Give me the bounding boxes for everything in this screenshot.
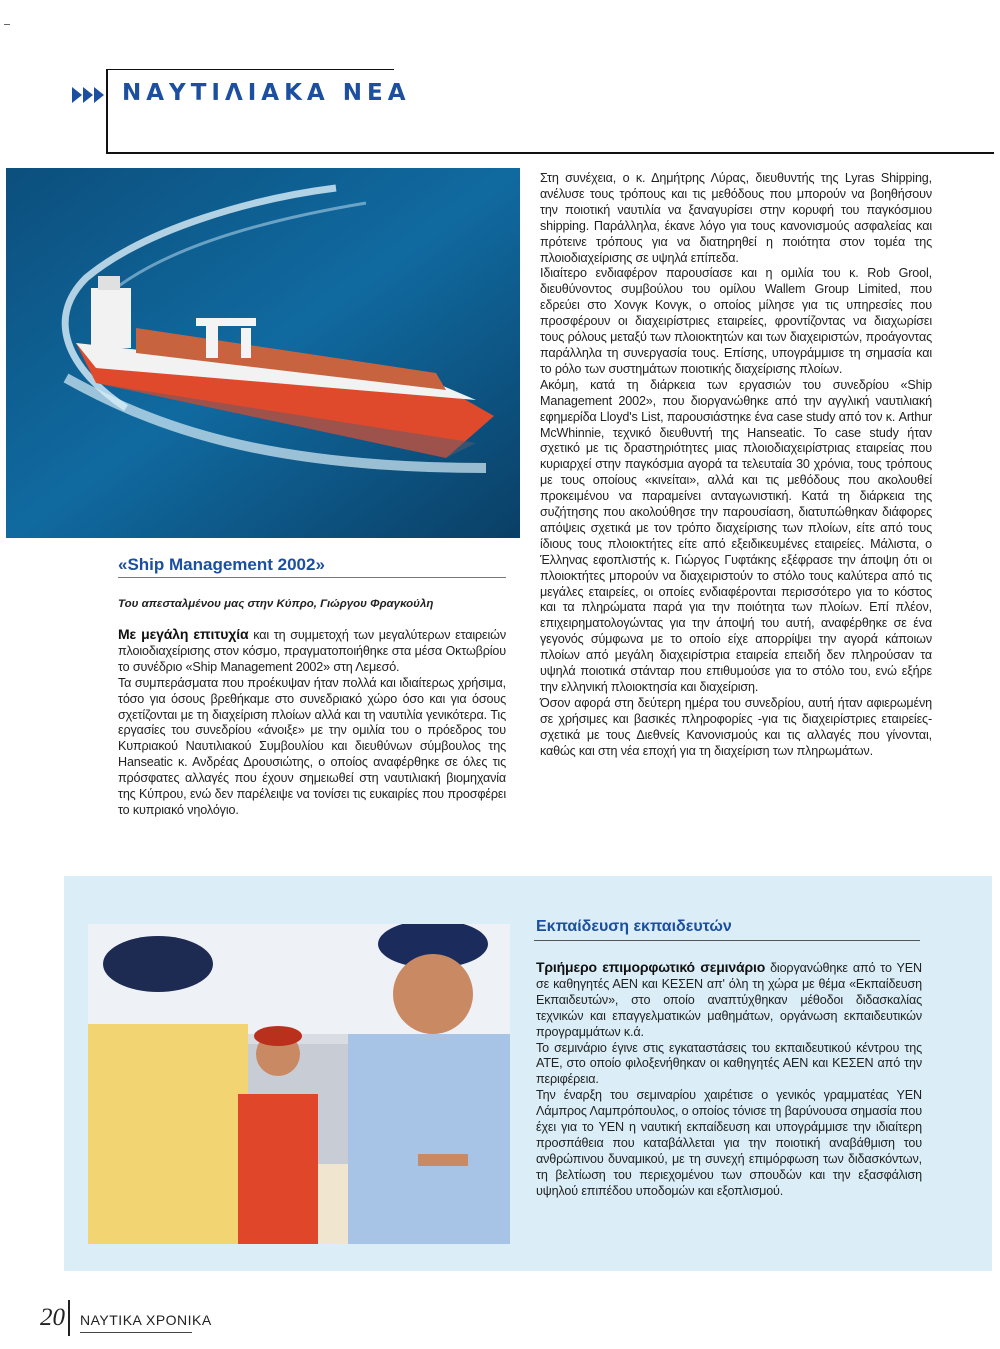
container-ship-photo — [6, 168, 520, 538]
paragraph-text: διοργανώθηκε από το ΥΕΝ σε καθηγητές ΑΕΝ και ΚΕΣΕΝ απ' όλη τη χώρα με θέμα «Εκπαίδευση Εκπαιδευτών», στο οποίο αναπτύχθηκαν μέθοδοι διδασκαλίας τεχνικών και επαγγελματικών μαθημάτων, οργάνωση εκπαιδευτικών προγραμμάτων κ.ά. — [536, 961, 922, 1039]
article-column-right — [540, 171, 932, 760]
article-paragraph: Το σεμινάριο έγινε στις εγκαταστάσεις του εκπαιδευτικού κέντρου της ΑΤΕ, στο οποίο φιλοξενήθηκαν οι καθηγητές ΑΕΝ και ΚΕΣΕΝ από την περιφέρεια. — [536, 1040, 922, 1087]
footer-divider — [68, 1300, 70, 1336]
footer-underline — [80, 1332, 192, 1333]
article-paragraph: Ακόμη, κατά τη διάρκεια των εργασιών του συνεδρίου «Ship Management 2002», που διοργανώθηκε από την αγγλική ναυτιλιακή εφημερίδα Lloyd's List, παρουσιάστηκε ένα case study από τον κ. Arthur McWhinnie, τεχνικό διευθυντή της Hanseatic. Το case study ήταν σχετικό με τις δραστηριότητες μιας πλοιοδιαχειρίστριας εταιρείας που κυριαρχεί στην παγκόσμια αγορά τα τελευταία 30 χρόνια, τους τρόπους με τους οποίους «κινείται», αλλά και τις μεθόδους που ακολουθεί προκειμένου να παραμείνει ανταγωνιστική. Κατά τη διάρκεια της συζήτησης που ακολούθησε την παρουσίαση, διατυπώθηκαν διάφορες απόψεις σχετικά με τον τρόπο διαχείρισης των πλοίων, είτε από τους ίδιους τους πλοιοκτήτες είτε από εξειδικευμένες εταιρείες. Μάλιστα, ο Έλληνας εφοπλιστής κ. Γιώργος Γυφτάκης εξέφρασε την άποψη ότι οι πλοιοκτήτες μπορούν να διαχειριστούν το στόλο τους καλύτερα από τις μεγάλες εταιρείες, οι οποίες ενδιαφέρονται περισσότερο για το κόστος και τα πληρώματα παρά για την ποιότητα των πλοίων. Επί πλέον, επιχειρηματολογώντας για την άποψή του αυτή, αναφέρθηκε σε ένα γεγονός σύμφωνα με το οποίο είχε απορρίψει την αγορά κάποιων πλοίων από μεγάλη διαχειρίστρια εταιρεία επειδή δεν πληρούσαν τα υψηλά ποιοτικά στάνταρ που επιθυμούσε για το στόλο του, ενώ εξήρε την ελληνική πλοιοκτησία και διαχείριση. — [540, 377, 932, 694]
section-title: ΝΑΥΤΙΛΙΑΚΑ ΝΕΑ — [122, 80, 411, 106]
article-heading: Εκπαίδευση εκπαιδευτών — [536, 918, 732, 935]
article-paragraph: Την έναρξη του σεμιναρίου χαιρέτισε ο γενικός γραμματέας ΥΕΝ Λάμπρος Λαμπρόπουλος, ο οποίος τόνισε τη βαρύνουσα σημασία που έχει για το ΥΕΝ η ναυτική εκπαίδευση και υπογράμμισε την ιδιαίτερη προσπάθεια που καταβάλλεται για την ποιοτική αναβάθμιση του ανθρώπινου δυναμικού, με τη συνεχή επιμόρφωση των διδασκόντων, τη βελτίωση του περιεχομένου των σπουδών και την εξασφάλιση υψηλού επιπέδου υποδομών και εξοπλισμού. — [536, 1088, 922, 1198]
lead-in: Με μεγάλη επιτυχία — [118, 626, 249, 642]
article-paragraph: Όσον αφορά στη δεύτερη ημέρα του συνεδρίου, αυτή ήταν αφιερωμένη σε χρήσιμες και βασικές πληροφορίες -για τις διαχειρίστριες εταιρείες- σχετικά με τους Διεθνείς Κανονισμούς και τις αλλαγές που γίνονται, καθώς και στη νέα εποχή για τη διαχείριση των πληρωμάτων. — [540, 695, 932, 758]
magazine-title: ΝΑΥΤΙΚΑ ΧΡΟΝΙΚΑ — [80, 1312, 212, 1328]
training-article-column — [536, 960, 922, 1200]
lead-in: Τριήμερο επιμορφωτικό σεμινάριο — [536, 959, 766, 975]
article-byline: Του απεσταλμένου μας στην Κύπρο, Γιώργου Φραγκούλη — [118, 598, 434, 610]
heading-divider — [118, 577, 506, 578]
article-paragraph — [536, 960, 922, 1041]
article-paragraph: Στη συνέχεια, ο κ. Δημήτρης Λύρας, διευθυντής της Lyras Shipping, ανέλυσε τους τρόπους και τις μεθόδους που μπορούν να βοηθήσουν την ποιοτική ναυτιλία να ξαναγυρίσει στην κορυφή του παγκόσμιου shipping. Παράλληλα, έκανε λόγο για τους κανονισμούς ασφαλείας και πρότεινε τρόπους για να διατηρηθεί η ποιότητα στον τομέα της πλοιοδιαχείρισης σε υψηλά επίπεδα. — [540, 171, 932, 265]
paragraph-text: και τη συμμετοχή των μεγαλύτερων εταιρειών πλοιοδιαχείρισης στον κόσμο, πραγματοποιήθηκε στα μέσα Οκτωβρίου το συνέδριο «Ship Management 2002» στη Λεμεσό. — [118, 628, 506, 674]
article-heading: «Ship Management 2002» — [118, 555, 325, 574]
article-paragraph — [118, 627, 506, 676]
article-paragraph: Τα συμπεράσματα που προέκυψαν ήταν πολλά και ιδιαίτερως χρήσιμα, τόσο για όσους βρεθήκαμε στο συνεδριακό χώρο όσο και για όσους σχετίζονται με τη διαχείριση πλοίων αλλά και τη ναυτιλία γενικότερα. Τις εργασίες του συνεδρίου «άνοιξε» με την ομιλία του ο πρόεδρος του Κυπριακού Ναυτιλιακού Συμβουλίου και διευθύνων σύμβουλος της Hanseatic κ. Ανδρέας Δρουσιώτης, ο οποίος αναφέρθηκε σε όλες τις πρόσφατες αλλαγές που έχουν σημειωθεί στη ναυτιλιακή βιομηχανία της Κύπρου, ενώ δεν παρέλειψε να τονίσει τις ευκαιρίες που προσφέρει το κυπριακό νηολόγιο. — [118, 675, 506, 817]
triple-arrow-icon — [72, 84, 120, 106]
crop-mark — [4, 24, 10, 25]
officers-chart-photo — [88, 924, 510, 1244]
page-number: 20 — [40, 1304, 65, 1331]
article-paragraph: Ιδιαίτερο ενδιαφέρον παρουσίασε και η ομιλία του κ. Rob Grool, διευθύνοντος συμβούλου του ομίλου Wallem Group Limited, που εδρεύει στο Χονγκ Κονγκ, ο οποίος μίλησε για τις υπηρεσίες που προσφέρουν οι διαχειρίστριες εταιρείες, φροντίζοντας να διαχωρίσει τους ρόλους μεταξύ των πλοιοκτητών και των διαχειριστών, προάγοντας παράλληλα τη συνεργασία τους. Επίσης, υπογράμμισε τη σημασία και το ρόλο των συστημάτων ποιοτικής διαχείρισης πλοίων. — [540, 266, 932, 376]
article-column-left — [118, 627, 506, 819]
heading-divider — [534, 940, 920, 941]
